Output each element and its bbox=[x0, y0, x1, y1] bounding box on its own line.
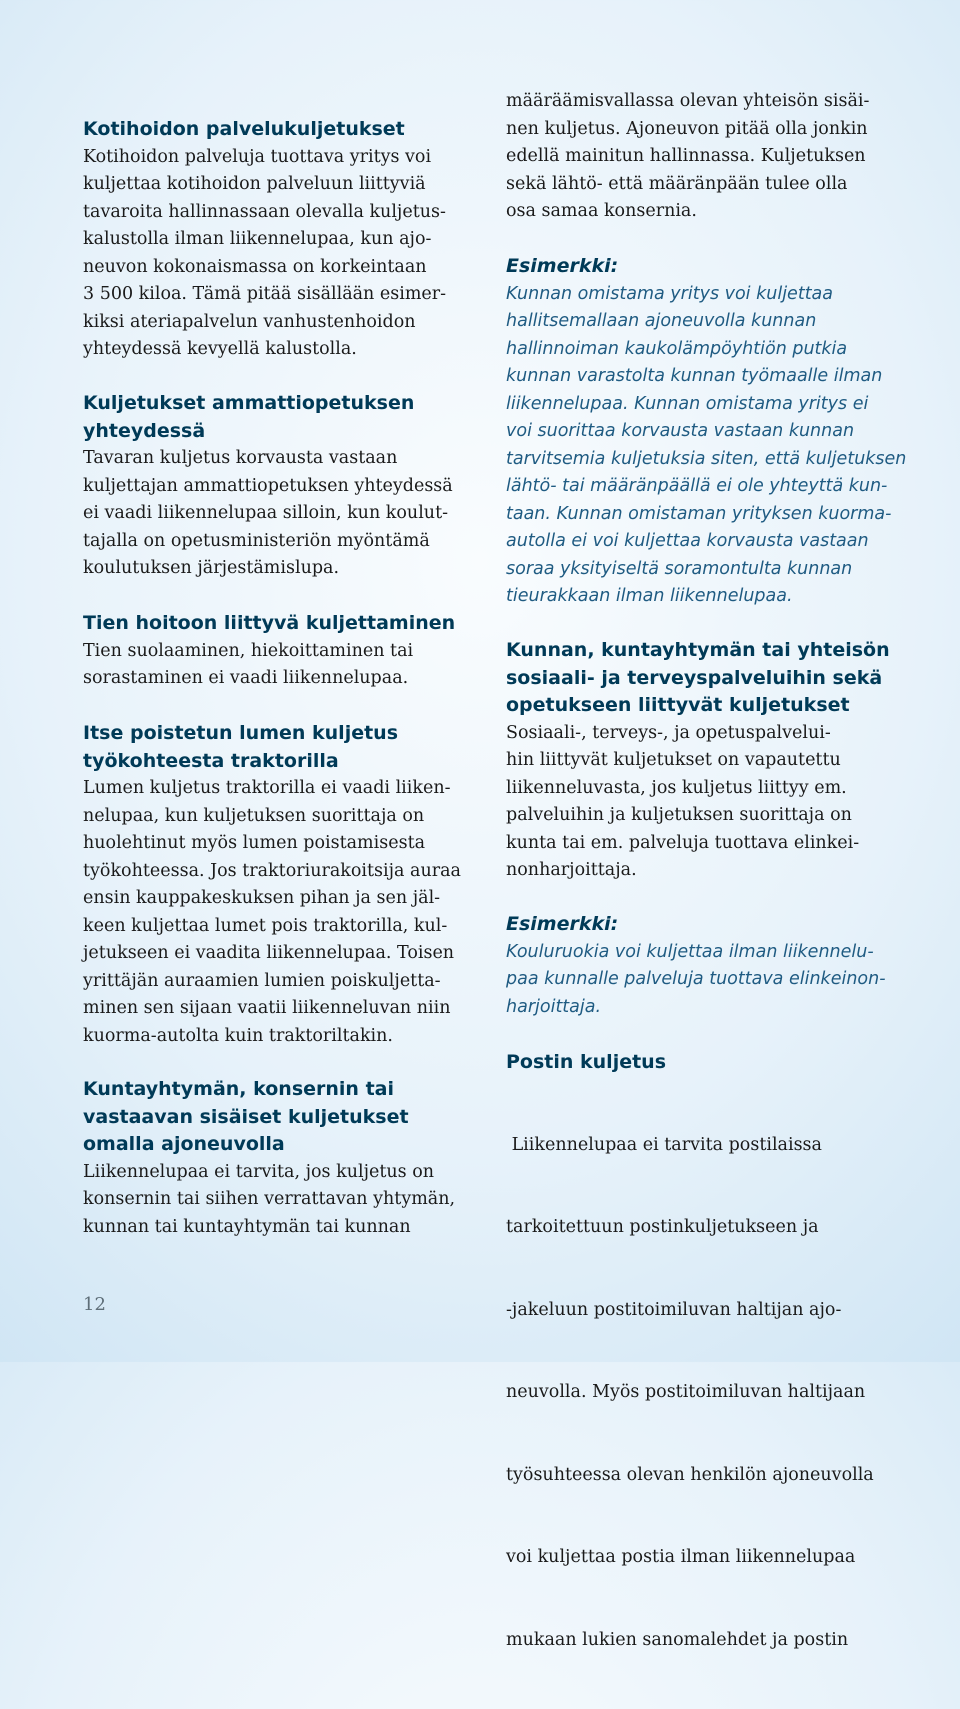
text-line: Sosiaali-, terveys-, ja opetuspalvelui- bbox=[506, 720, 906, 748]
text-line: Kunnan omistama yritys voi kuljettaa bbox=[506, 281, 906, 309]
text-line: työkohteessa. Jos traktoriurakoitsija auraa bbox=[83, 858, 481, 886]
text-line: työkohteesta traktorilla bbox=[83, 748, 481, 776]
text-line: Kuljetukset ammattiopetuksen bbox=[83, 390, 481, 418]
text-line: nen kuljetus. Ajoneuvon pitää olla jonkin bbox=[506, 116, 906, 144]
page-number: 12 bbox=[83, 1294, 106, 1315]
section-kotihoidon-palvelukuljetukset bbox=[83, 116, 481, 364]
text-line: paa kunnalle palveluja tuottava elinkeinon- bbox=[506, 966, 906, 994]
text-line: hallitsemallaan ajoneuvolla kunnan bbox=[506, 308, 906, 336]
section-body bbox=[83, 144, 481, 364]
text-line: 3 500 kiloa. Tämä pitää sisällään esimer- bbox=[83, 281, 481, 309]
text-line: kalustolla ilman liikennelupaa, kun ajo- bbox=[83, 226, 481, 254]
text-line: yhteydessä kevyellä kalustolla. bbox=[83, 336, 481, 364]
text-line: omalla ajoneuvolla bbox=[83, 1131, 481, 1159]
text-line: liikennelupaa. Kunnan omistama yritys ei bbox=[506, 391, 906, 419]
text-line: soraa yksityiseltä soramontulta kunnan bbox=[506, 556, 906, 584]
section-heading bbox=[83, 390, 481, 445]
section-body bbox=[83, 775, 481, 1050]
text-line: nelupaa, kun kuljetuksen suorittaja on bbox=[83, 803, 481, 831]
text-line: Postin kuljetus bbox=[506, 1049, 906, 1077]
example-label: Esimerkki: bbox=[506, 911, 906, 939]
text-line: yhteydessä bbox=[83, 418, 481, 446]
text-line: määräämisvallassa olevan yhteisön sisäi- bbox=[506, 88, 906, 116]
section-lumen-kuljetus bbox=[83, 720, 481, 1050]
text-line: kunnan tai kuntayhtymän tai kunnan bbox=[83, 1214, 481, 1242]
text-line: tavaroita hallinnassaan olevalla kuljetus- bbox=[83, 199, 481, 227]
section-heading bbox=[506, 637, 906, 720]
text-line: Kuntayhtymän, konsernin tai bbox=[83, 1076, 481, 1104]
text-line: kuorma-autolta kuin traktoriltakin. bbox=[83, 1023, 481, 1051]
text-line: kuljettaa kotihoidon palveluun liittyviä bbox=[83, 171, 481, 199]
section-body bbox=[83, 1159, 481, 1242]
text-line: koulutuksen järjestämislupa. bbox=[83, 555, 481, 583]
section-heading bbox=[506, 1049, 906, 1077]
section-heading bbox=[83, 1076, 481, 1159]
text-line: edellä mainitun hallinnassa. Kuljetuksen bbox=[506, 143, 906, 171]
example-kaukolampo bbox=[506, 253, 906, 611]
section-ammattiopetus bbox=[83, 390, 481, 583]
text-line: Kunnan, kuntayhtymän tai yhteisön bbox=[506, 637, 906, 665]
text-line: kunta tai em. palveluja tuottava elinkei- bbox=[506, 830, 906, 858]
text-line: neuvolla. Myös postitoimiluvan haltijaan bbox=[506, 1379, 906, 1407]
text-line: palveluihin ja kuljetuksen suorittaja on bbox=[506, 802, 906, 830]
text-line: yrittäjän auraamien lumien poiskuljetta- bbox=[83, 968, 481, 996]
text-line: -jakeluun postitoimiluvan haltijan ajo- bbox=[506, 1297, 906, 1325]
text-line: Liikennelupaa ei tarvita postilaissa bbox=[506, 1132, 906, 1160]
section-body bbox=[83, 445, 481, 583]
example-body bbox=[506, 939, 906, 1022]
section-body bbox=[506, 720, 906, 885]
text-line: hallinnoiman kaukolämpöyhtiön putkia bbox=[506, 336, 906, 364]
text-line: voi kuljettaa postia ilman liikennelupaa bbox=[506, 1544, 906, 1572]
text-line: Tien suolaaminen, hiekoittaminen tai bbox=[83, 638, 481, 666]
text-line: Lumen kuljetus traktorilla ei vaadi liiken- bbox=[83, 775, 481, 803]
section-body bbox=[506, 88, 906, 226]
text-line: huolehtinut myös lumen poistamisesta bbox=[83, 830, 481, 858]
text-line: Kotihoidon palveluja tuottava yritys voi bbox=[83, 144, 481, 172]
text-line: konsernin tai siihen verrattavan yhtymän, bbox=[83, 1186, 481, 1214]
section-sosiaali-terveys bbox=[506, 637, 906, 885]
text-line: ei vaadi liikennelupaa silloin, kun koulut- bbox=[83, 500, 481, 528]
text-line: lähtö- tai määränpäällä ei ole yhteyttä kun- bbox=[506, 473, 906, 501]
section-heading bbox=[83, 720, 481, 775]
text-line: mukaan lukien sanomalehdet ja postin bbox=[506, 1627, 906, 1655]
section-tien-hoito bbox=[83, 610, 481, 693]
section-sisaiset-kuljetukset bbox=[83, 1076, 481, 1241]
section-heading bbox=[83, 116, 481, 144]
text-line: hin liittyvät kuljetukset on vapautettu bbox=[506, 747, 906, 775]
text-line: harjoittaja. bbox=[506, 994, 906, 1022]
example-body bbox=[506, 281, 906, 611]
text-line: tarkoitettuun postinkuljetukseen ja bbox=[506, 1214, 906, 1242]
text-line: Kotihoidon palvelukuljetukset bbox=[83, 116, 481, 144]
text-line: autolla ei voi kuljettaa korvausta vastaan bbox=[506, 528, 906, 556]
text-line: tieurakkaan ilman liikennelupaa. bbox=[506, 583, 906, 611]
text-line: työsuhteessa olevan henkilön ajoneuvolla bbox=[506, 1462, 906, 1490]
text-line: sorastaminen ei vaadi liikennelupaa. bbox=[83, 665, 481, 693]
text-line: osa samaa konsernia. bbox=[506, 198, 906, 226]
section-body bbox=[83, 638, 481, 693]
text-line: kiksi ateriapalvelun vanhustenhoidon bbox=[83, 309, 481, 337]
text-line: neuvon kokonaismassa on korkeintaan bbox=[83, 254, 481, 282]
example-kouluruoka bbox=[506, 911, 906, 1021]
text-line: kuljettajan ammattiopetuksen yhteydessä bbox=[83, 473, 481, 501]
text-line: opetukseen liittyvät kuljetukset bbox=[506, 692, 906, 720]
example-label: Esimerkki: bbox=[506, 253, 906, 281]
text-line: liikenneluvasta, jos kuljetus liittyy em. bbox=[506, 775, 906, 803]
text-line: vastaavan sisäiset kuljetukset bbox=[83, 1104, 481, 1132]
text-line: Tavaran kuljetus korvausta vastaan bbox=[83, 445, 481, 473]
text-line: minen sen sijaan vaatii liikenneluvan niin bbox=[83, 995, 481, 1023]
section-heading bbox=[83, 610, 481, 638]
text-line: jetukseen ei vaadita liikennelupaa. Toisen bbox=[83, 940, 481, 968]
text-line: Tien hoitoon liittyvä kuljettaminen bbox=[83, 610, 481, 638]
section-postin-kuljetus bbox=[506, 1049, 906, 1709]
text-line: Itse poistetun lumen kuljetus bbox=[83, 720, 481, 748]
text-line: tarvitsemia kuljetuksia siten, että kuljetuksen bbox=[506, 446, 906, 474]
section-continued-text bbox=[506, 88, 906, 226]
text-line: tajalla on opetusministeriön myöntämä bbox=[83, 528, 481, 556]
text-line: ensin kauppakeskuksen pihan ja sen jäl- bbox=[83, 885, 481, 913]
text-line: voi suorittaa korvausta vastaan kunnan bbox=[506, 418, 906, 446]
section-body bbox=[506, 1077, 906, 1709]
text-line: Liikennelupaa ei tarvita, jos kuljetus on bbox=[83, 1159, 481, 1187]
text-line: sekä lähtö- että määränpään tulee olla bbox=[506, 171, 906, 199]
text-line: taan. Kunnan omistaman yrityksen kuorma- bbox=[506, 501, 906, 529]
text-line: keen kuljettaa lumet pois traktorilla, kul- bbox=[83, 913, 481, 941]
text-line: nonharjoittaja. bbox=[506, 857, 906, 885]
text-line: kunnan varastolta kunnan työmaalle ilman bbox=[506, 363, 906, 391]
text-line: Kouluruokia voi kuljettaa ilman liikennelu- bbox=[506, 939, 906, 967]
text-line: sosiaali- ja terveyspalveluihin sekä bbox=[506, 665, 906, 693]
